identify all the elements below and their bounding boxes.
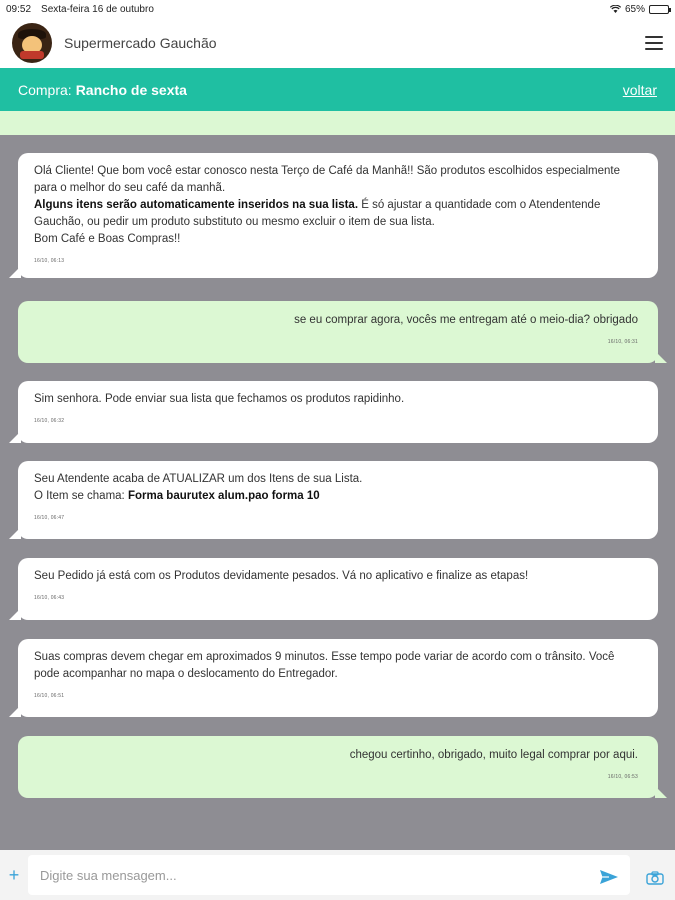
battery-icon <box>649 5 669 14</box>
status-bar <box>0 0 675 18</box>
message-incoming <box>18 381 658 443</box>
header-divider-strip <box>0 111 675 135</box>
order-label: Compra: <box>18 81 72 98</box>
clock: 09:52 <box>6 3 32 15</box>
message-timestamp: 16/10, 06:47 <box>34 515 65 521</box>
order-bar <box>0 68 675 111</box>
gaucho-mascot-logo-icon <box>12 23 52 63</box>
item-name: Forma baurutex alum.pao forma 10 <box>127 490 320 502</box>
message-incoming <box>18 153 658 278</box>
app-title: Supermercado Gauchão <box>64 35 217 51</box>
attach-plus-button[interactable]: + <box>8 864 20 885</box>
message-text: Seu Atendente acaba de ATUALIZAR um dos Itens de sua Lista. O Item se chama: Forma baurutex alum.pao forma 10 <box>34 473 363 502</box>
message-timestamp: 16/10, 06:31 <box>607 339 638 345</box>
hamburger-menu-icon[interactable] <box>645 36 663 50</box>
status-date: Sexta-feira 16 de outubro <box>41 3 154 15</box>
message-text: Seu Pedido já está com os Produtos devidamente pesados. Vá no aplicativo e finalize as etapas! <box>34 570 529 582</box>
message-text: Suas compras devem chegar em aproximados 9 minutos. Esse tempo pode variar de acordo com o trânsito. Você pode acompanhar no mapa o deslocamento do Entregador. <box>34 651 615 680</box>
message-timestamp: 16/10, 06:53 <box>607 774 638 780</box>
message-incoming <box>18 639 658 717</box>
message-input[interactable] <box>28 855 630 895</box>
message-outgoing <box>18 301 658 363</box>
message-bold-text: Alguns itens serão automaticamente inseridos na sua lista. <box>34 199 359 211</box>
message-text: chegou certinho, obrigado, muito legal comprar por aqui. <box>349 749 638 761</box>
message-incoming <box>18 558 658 620</box>
message-text: Olá Cliente! Que bom você estar conosco nesta Terço de Café da Manhã!! São produtos escolhidos especialmente para o melhor do seu café da manhã. Alguns itens serão automaticamente inseridos na sua lista. É só ajustar a quantidade com o Atendentende Gauchão, ou pedir um produto substituto ou mesmo excluir o item de sua lista. Bom Café e Boas Compras!! <box>34 165 620 245</box>
message-timestamp: 16/10, 06:43 <box>34 595 65 601</box>
message-text: se eu comprar agora, vocês me entregam até o meio-dia? obrigado <box>294 314 638 326</box>
message-timestamp: 16/10, 06:32 <box>34 418 65 424</box>
message-timestamp: 16/10, 06:13 <box>34 258 65 264</box>
message-outgoing <box>18 736 658 798</box>
app-header <box>0 18 675 68</box>
chat-area[interactable] <box>0 135 675 850</box>
wifi-icon <box>610 5 621 13</box>
message-input-bar <box>0 850 675 900</box>
order-name: Rancho de sexta <box>75 81 187 98</box>
message-text: Sim senhora. Pode enviar sua lista que fechamos os produtos rapidinho. <box>34 393 405 405</box>
message-timestamp: 16/10, 06:51 <box>34 693 65 699</box>
back-link[interactable]: voltar <box>622 81 657 98</box>
status-right <box>610 4 669 15</box>
message-incoming <box>18 461 658 539</box>
battery-percent: 65% <box>624 3 645 15</box>
send-icon[interactable] <box>599 869 619 885</box>
camera-icon[interactable] <box>646 871 664 885</box>
